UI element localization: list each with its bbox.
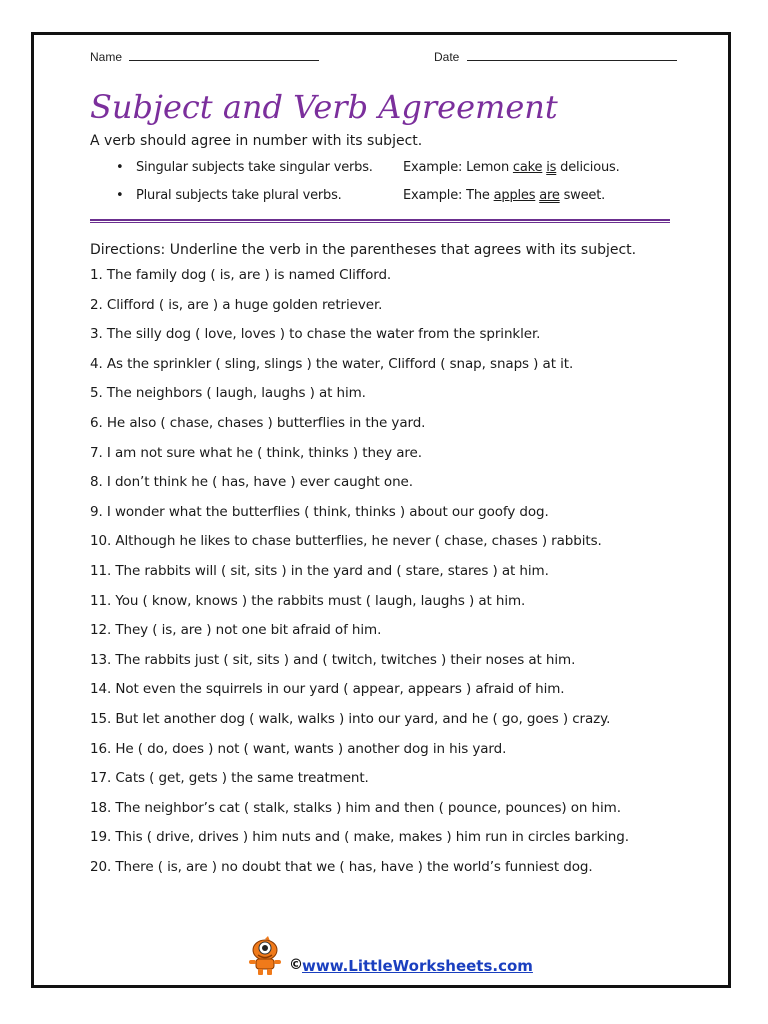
- exercise-item: 6. He also ( chase, chases ) butterflies in the yard.: [90, 414, 426, 431]
- exercise-item: 1. The family dog ( is, are ) is named Clifford.: [90, 267, 392, 283]
- example-prefix: Example: The: [403, 188, 494, 203]
- exercise-item: 18. The neighbor’s cat ( stalk, stalks ) him and then ( pounce, pounces) on him.: [90, 799, 621, 816]
- name-label: Name: [90, 50, 123, 64]
- name-field: [90, 48, 319, 64]
- rule-example: [403, 160, 620, 175]
- website-link[interactable]: www.LittleWorksheets.com: [302, 957, 533, 975]
- page-title: Subject and Verb Agreement: [90, 88, 558, 126]
- example-suffix: sweet.: [559, 188, 606, 203]
- exercise-item: 11. You ( know, knows ) the rabbits must ( laugh, laughs ) at him.: [90, 592, 526, 609]
- bullet-icon: •: [116, 160, 124, 175]
- exercise-item: 10. Although he likes to chase butterflies, he never ( chase, chases ) rabbits.: [90, 533, 602, 550]
- divider-thin-line: [90, 222, 670, 223]
- example-prefix: Example: Lemon: [403, 160, 513, 175]
- exercise-item: 4. As the sprinkler ( sling, slings ) the water, Clifford ( snap, snaps ) at it.: [90, 355, 574, 372]
- section-divider: [90, 219, 670, 223]
- exercise-item: 3. The silly dog ( love, loves ) to chase the water from the sprinkler.: [90, 326, 541, 343]
- exercise-item: 2. Clifford ( is, are ) a huge golden retriever.: [90, 296, 383, 313]
- exercise-item: 14. Not even the squirrels in our yard ( appear, appears ) afraid of him.: [90, 681, 565, 698]
- rule-text: Plural subjects take plural verbs.: [136, 188, 342, 203]
- exercise-item: 12. They ( is, are ) not one bit afraid of him.: [90, 622, 382, 639]
- example-verb: is: [546, 160, 557, 175]
- example-subject: apples: [493, 188, 536, 203]
- copyright-symbol: ©: [289, 957, 303, 973]
- exercise-item: 13. The rabbits just ( sit, sits ) and ( twitch, twitches ) their noses at him.: [90, 651, 576, 668]
- exercise-item: 11. The rabbits will ( sit, sits ) in the yard and ( stare, stares ) at him.: [90, 562, 549, 579]
- exercise-item: 9. I wonder what the butterflies ( think, thinks ) about our goofy dog.: [90, 503, 549, 520]
- rule-example: [403, 188, 605, 203]
- date-field: [434, 48, 677, 64]
- rule-text: Singular subjects take singular verbs.: [136, 160, 373, 175]
- exercise-item: 19. This ( drive, drives ) him nuts and ( make, makes ) him run in circles barking.: [90, 829, 629, 846]
- name-blank-line: [129, 48, 319, 61]
- example-verb: are: [539, 188, 560, 203]
- exercise-item: 16. He ( do, does ) not ( want, wants ) another dog in his yard.: [90, 740, 507, 757]
- bullet-icon: •: [116, 188, 124, 203]
- divider-thick-line: [90, 219, 670, 221]
- directions-text: Directions: Underline the verb in the parentheses that agrees with its subject.: [90, 242, 637, 258]
- intro-text: A verb should agree in number with its subject.: [90, 133, 423, 149]
- example-subject: cake: [512, 160, 543, 175]
- exercise-item: 20. There ( is, are ) no doubt that we ( has, have ) the world’s funniest dog.: [90, 858, 593, 875]
- exercise-item: 7. I am not sure what he ( think, thinks ) they are.: [90, 444, 422, 461]
- orange-monster-logo-icon: [247, 936, 283, 976]
- date-label: Date: [434, 50, 460, 64]
- example-suffix: delicious.: [556, 160, 620, 175]
- exercise-item: 15. But let another dog ( walk, walks ) into our yard, and he ( go, goes ) crazy.: [90, 710, 611, 727]
- date-blank-line: [467, 48, 677, 61]
- exercise-list: [90, 265, 629, 886]
- exercise-item: 17. Cats ( get, gets ) the same treatment.: [90, 770, 369, 787]
- exercise-item: 5. The neighbors ( laugh, laughs ) at him.: [90, 385, 366, 402]
- exercise-item: 8. I don’t think he ( has, have ) ever caught one.: [90, 474, 413, 491]
